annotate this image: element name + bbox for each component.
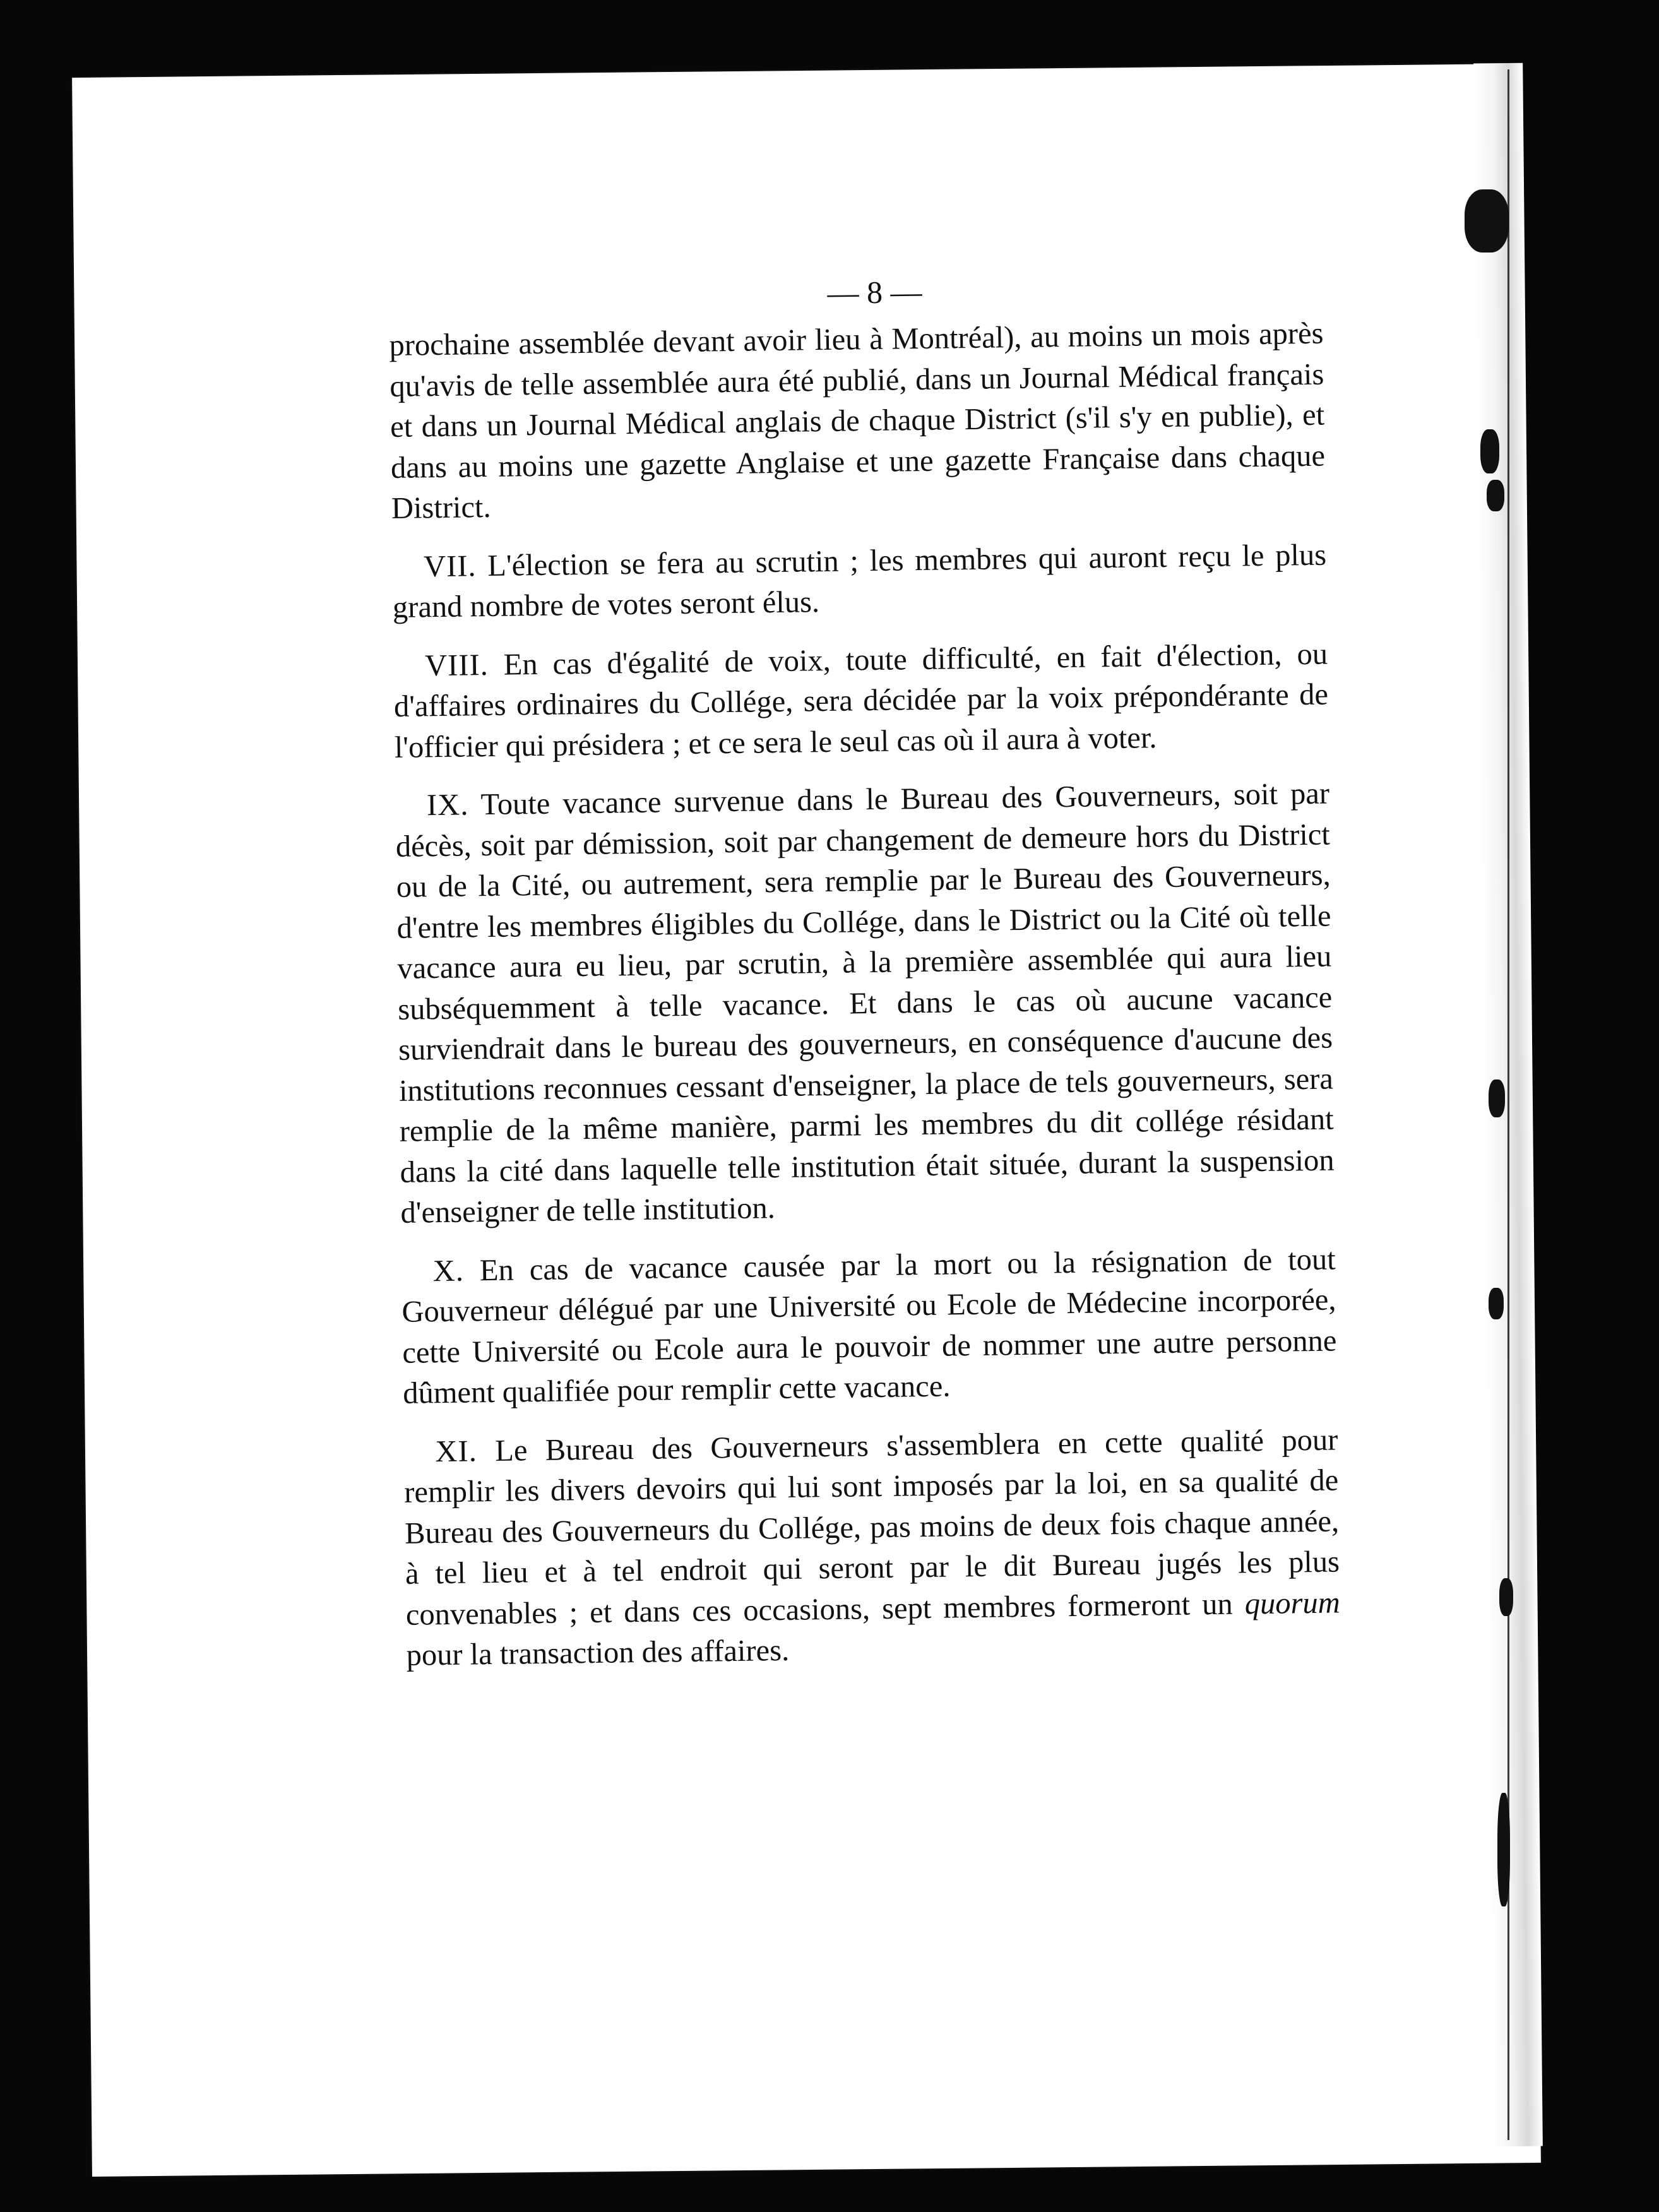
paragraph-article-viii — [393, 634, 1329, 768]
article-numeral: XI. — [435, 1434, 478, 1468]
paragraph-article-x — [401, 1239, 1337, 1414]
article-numeral: VII. — [423, 549, 477, 583]
latin-term: quorum — [1244, 1585, 1341, 1620]
paragraph-text: prochaine assemblée devant avoir lieu à Montréal), au moins un mois après qu'avis de telle assemblée aura été publié, dans un Journal Médical français et dans un Journal Médical anglais de chaque District (s'il s'y en publie), et dans au moins une gazette Anglaise et une gazette Française dans chaque District. — [389, 316, 1326, 525]
paragraph-article-vii — [392, 535, 1328, 628]
paragraph-text: Toute vacance survenue dans le Bureau des Gouverneurs, soit par décès, soit par démission, soit par changement de demeure hors du District ou de la Cité, ou autrement, sera remplie par le Bureau des Gouverneurs, d'entre les membres éligibles du Collége, dans le District ou la Cité où telle vacance aura eu lieu, par scrutin, à la première assemblée qui aura lieu subséquemment à telle vacance. Et dans le cas où aucune vacance surviendrait dans le bureau des gouverneurs, en conséquence d'aucune des institutions reconnues cessant d'enseigner, la place de tels gouverneurs, sera remplie de la même manière, parmi les membres du dit collége résidant dans la cité dans laquelle telle institution était située, durant la suspension d'enseigner de telle institution. — [395, 776, 1335, 1230]
binding-mark — [1489, 1288, 1504, 1319]
binding-mark — [1480, 429, 1499, 473]
paragraph-text: L'élection se fera au scrutin ; les membres qui auront reçu le plus grand nombre de votes seront élus. — [392, 538, 1327, 624]
binding-mark — [1487, 480, 1504, 511]
paragraph-text: pour la transaction des affaires. — [406, 1633, 790, 1672]
paragraph-text: Le Bureau des Gouverneurs s'assemblera en cette qualité pour remplir les divers devoirs qui lui sont imposés par la loi, en sa qualité de Bureau des Gouverneurs du Collége, pas moins de deux fois chaque année, à tel lieu et à tel endroit qui seront par le dit Bureau jugés les plus convenables ; et dans ces occasions, sept membres formeront un — [403, 1422, 1340, 1632]
paragraph-text: En cas de vacance causée par la mort ou la résignation de tout Gouverneur délégué par une Université ou Ecole de Médecine incorporée, cette Université ou Ecole aura le pouvoir de nommer une autre personne dûment qualifiée pour remplir cette vacance. — [401, 1242, 1337, 1410]
paragraph-article-xi — [403, 1420, 1341, 1676]
article-numeral: VIII. — [424, 648, 489, 682]
paragraph-text: En cas d'égalité de voix, toute difficulté, en fait d'élection, ou d'affaires ordinaires du Collége, sera décidée par la voix prépondérante de l'officier qui présidera ; et ce sera le seul cas où il aura à voter. — [393, 637, 1329, 764]
binding-mark — [1465, 189, 1509, 253]
article-numeral: X. — [432, 1254, 465, 1288]
binding-mark — [1489, 1079, 1505, 1117]
binding-mark — [1497, 1793, 1510, 1906]
page-number: — 8 — — [827, 273, 922, 311]
paragraph-continuation — [389, 314, 1326, 530]
document-text — [388, 259, 1341, 1694]
paragraph-article-ix — [395, 774, 1335, 1234]
article-numeral: IX. — [426, 788, 469, 823]
binding-mark — [1499, 1578, 1513, 1616]
